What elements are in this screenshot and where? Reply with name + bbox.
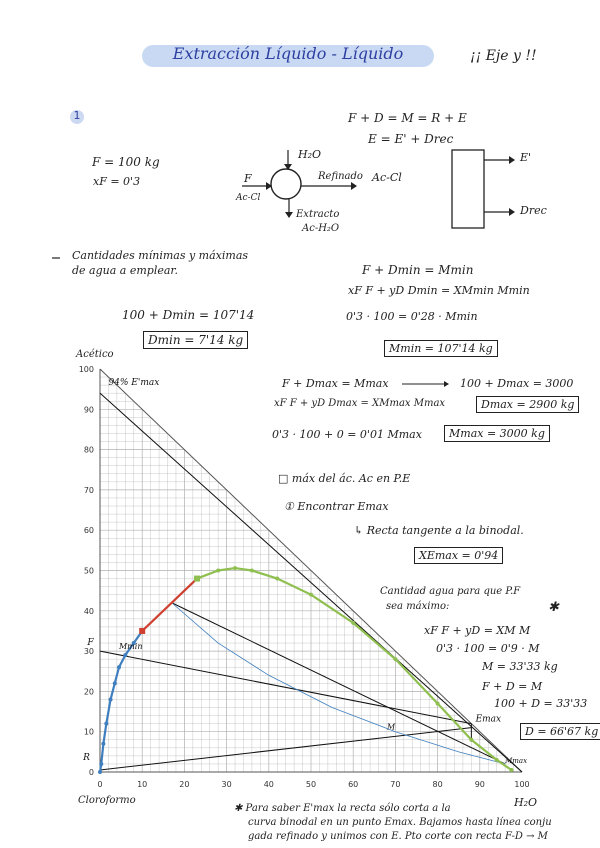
x-tick-label: 60 <box>348 780 359 789</box>
x-tick-label: 100 <box>514 780 530 789</box>
calc-line-5: 100 + D = 33'33 <box>494 697 588 710</box>
data-point <box>436 701 440 705</box>
data-point <box>469 738 473 742</box>
max-eq2: xF F + yD Dmax = XMmax Mmax <box>274 398 446 409</box>
min-eq3: 0'3 · 100 = 0'28 · Mmin <box>346 310 478 323</box>
calc-line-1: xF F + yD = XM M <box>424 624 531 637</box>
annotation-emax-line: 94% E'max <box>108 378 160 389</box>
annotation-F: F <box>87 638 94 649</box>
min-eq1: F + Dmin = Mmin <box>362 263 474 277</box>
raffinate-composition: Ac-Cl <box>372 171 402 184</box>
annotation-Emax: Emax <box>475 714 502 725</box>
data-point <box>113 681 117 685</box>
data-point <box>101 742 105 746</box>
data-point <box>351 621 355 625</box>
max-eq3: 0'3 · 100 + 0 = 0'01 Mmax <box>272 428 422 441</box>
calc-line-4: F + D = M <box>482 680 543 693</box>
y-tick-label: 20 <box>83 687 94 697</box>
water-question-2: sea máximo: <box>386 601 450 612</box>
page-title: Extracción Líquido - Líquido <box>172 44 404 63</box>
column-bottom-output: Drec <box>520 204 547 217</box>
section-number: 1 <box>73 109 81 122</box>
y-tick-label: 0 <box>88 768 94 777</box>
plait-marker-extract <box>194 576 200 582</box>
annotation-Mmin: Mmin <box>118 642 143 652</box>
data-point <box>309 593 313 597</box>
annotation-Mmax: Mmax <box>505 757 528 766</box>
data-point <box>104 722 108 726</box>
x-tick-label: 30 <box>221 780 232 789</box>
y-tick-label: 40 <box>83 606 94 616</box>
min-eq2: xF F + yD Dmin = XMmin Mmin <box>348 284 530 297</box>
water-question-1: Cantidad agua para que P.F <box>380 586 521 597</box>
x-tick-label: 50 <box>305 780 317 789</box>
feed-composition: Ac-Cl <box>236 193 261 203</box>
y-tick-label: 70 <box>83 485 94 495</box>
x-tick-label: 80 <box>432 780 443 789</box>
extract-composition: Ac-H₂O <box>302 223 340 234</box>
annotation-R: R <box>83 752 90 763</box>
feed-label: F <box>244 172 252 185</box>
data-point <box>99 762 103 766</box>
x-axis-label-left: Cloroformo <box>78 795 136 806</box>
calc-line-2: 0'3 · 100 = 0'9 · M <box>436 642 540 655</box>
star-marker: ✱ <box>548 600 559 615</box>
data-point <box>123 653 127 657</box>
y-axis-label: Acético <box>76 349 114 360</box>
y-tick-label: 30 <box>83 647 94 657</box>
y-tick-label: 10 <box>83 727 94 737</box>
max-eq1: F + Dmax = Mmax <box>282 377 389 390</box>
x-tick-label: 90 <box>474 780 485 789</box>
min-D-result: Dmin = 7'14 kg <box>143 331 248 349</box>
x-tick-label: 0 <box>97 780 103 789</box>
x-tick-label: 20 <box>179 780 190 789</box>
plait-segment <box>142 579 197 631</box>
D-result: D = 66'67 kg <box>520 723 600 740</box>
feed-mass: F = 100 kg <box>92 155 160 169</box>
max-eq1b: 100 + Dmax = 3000 <box>460 377 574 390</box>
data-point <box>117 665 121 669</box>
plait-marker-raffinate <box>139 628 145 634</box>
y-tick-label: 100 <box>78 365 94 374</box>
max-D-result: Dmax = 2900 kg <box>476 396 579 413</box>
calc-line-3: M = 33'33 kg <box>482 660 558 673</box>
feed-fraction: xF = 0'3 <box>93 175 141 188</box>
column-top-output: E' <box>520 151 532 164</box>
step-one: ① Encontrar Emax <box>284 500 389 513</box>
data-point <box>216 569 220 573</box>
footnote-line-2: curva binodal en un punto Emax. Bajamos hasta línea conju <box>248 817 552 828</box>
min-D-equation: 100 + Dmin = 107'14 <box>122 308 255 322</box>
data-point <box>393 657 397 661</box>
data-point <box>495 758 499 762</box>
annotation-M: M <box>386 722 396 732</box>
subtitle: ¡¡ Eje y !! <box>470 48 537 64</box>
y-tick-label: 50 <box>83 566 94 576</box>
question-text: Cantidades mínimas y máximas de agua a emplear. <box>72 249 249 277</box>
y-tick-label: 80 <box>83 445 94 455</box>
data-point <box>509 768 513 772</box>
data-point <box>98 770 102 774</box>
xemax-result: XEmax = 0'94 <box>414 547 503 564</box>
x-tick-label: 40 <box>263 780 274 789</box>
data-point <box>250 569 254 573</box>
second-header: □ máx del ác. Ac en P.E <box>278 472 411 485</box>
data-point <box>109 697 113 701</box>
raffinate-label: Refinado <box>318 171 363 182</box>
x-tick-label: 10 <box>137 780 148 789</box>
extract-label: Extracto <box>296 209 340 220</box>
data-point <box>233 566 237 570</box>
y-tick-label: 90 <box>83 405 94 415</box>
footnote-line-3: gada refinado y unimos con E. Pto corte con recta F-D → M <box>248 831 548 842</box>
x-axis-label-right: H₂O <box>514 796 538 809</box>
footnote-line-1: ✱ Para saber E'max la recta sólo corta a la <box>234 803 451 814</box>
balance-eq1: F + D = M = R + E <box>348 111 467 125</box>
max-M-result: Mmax = 3000 kg <box>444 425 550 442</box>
x-tick-label: 70 <box>390 780 401 789</box>
min-M-result: Mmin = 107'14 kg <box>384 340 498 357</box>
balance-eq2: E = E' + Drec <box>368 132 454 146</box>
y-tick-label: 60 <box>83 526 94 536</box>
data-point <box>275 577 279 581</box>
tangent-note: ↳ Recta tangente a la binodal. <box>354 524 524 537</box>
water-label: H₂O <box>298 148 322 161</box>
